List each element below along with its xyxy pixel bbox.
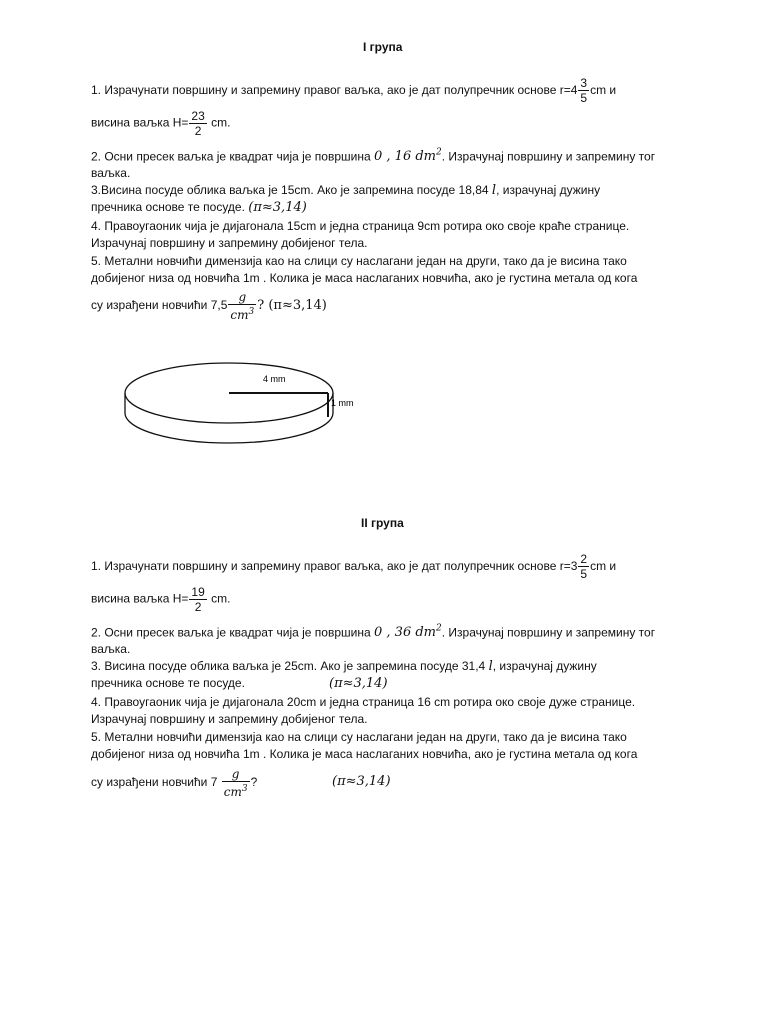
fraction-numerator: 23 <box>191 109 205 123</box>
group2-problem3-text-cont: пречника основе те посуде. <box>91 676 245 690</box>
fraction-denominator: $cm^3$ <box>223 784 248 799</box>
coin-bottom-edge <box>125 393 333 443</box>
group2-problem5-text: су израђени новчићи 7 <box>91 775 218 790</box>
group1-problem3-line1 <box>91 183 600 198</box>
group2-problem5-end: ? <box>250 775 258 790</box>
group1-liter-unit: l <box>491 183 497 198</box>
group1-problem3-line2 <box>91 200 307 215</box>
group1-problem1-line2 <box>91 109 230 138</box>
group1-height-label: висина ваљка H= <box>91 115 189 130</box>
group2-problem3-line2 <box>91 676 245 690</box>
group2-liter-unit: l <box>488 659 493 674</box>
group1-problem2-line2: ваљка. <box>91 166 131 180</box>
fraction-numerator: g <box>222 767 250 782</box>
group1-problem1-text: 1. Израчунати површину и запремину правог ваљка, ако је дат полупречник основе r=4 <box>91 83 578 97</box>
group1-problem5-line1: 5. Метални новчићи димензија као на слици су наслагани један на други, тако да је висина тако <box>91 254 627 268</box>
group1-density-fraction <box>228 290 256 322</box>
coin-radius-label: 4 mm <box>263 374 286 384</box>
group1-problem3-text-cont: пречника основе те посуде. <box>91 200 245 214</box>
group2-problem5-line3 <box>91 767 257 799</box>
group2-problem2-text: 2. Осни пресек ваљка је квадрат чија је површина <box>91 625 371 640</box>
fraction-numerator: g <box>228 290 256 305</box>
fraction-denominator: $cm^3$ <box>230 307 255 322</box>
group1-title: I група <box>363 40 403 54</box>
group1-problem5-text: су израђени новчићи 7,5 <box>91 298 228 313</box>
group1-problem1-unit: cm и <box>590 83 617 97</box>
group2-problem3-text-end: , израчунај дужину <box>492 659 597 673</box>
group1-pi-approx: (π≈3,14) <box>248 200 307 215</box>
group1-problem1-line1 <box>91 73 616 107</box>
group2-problem1-text: 1. Израчунати површину и запремину правог ваљка, ако је дат полупречник основе r=3 <box>91 559 578 573</box>
group2-problem2-text-end: . Израчунај површину и запремину тог <box>441 625 656 640</box>
group2-radius-fraction <box>578 552 589 581</box>
coin-height-label: 1 mm <box>331 398 354 408</box>
group1-problem2-text-end: . Израчунај површину и запремину тог <box>441 149 656 164</box>
fraction-denominator: 2 <box>194 600 202 614</box>
group2-problem4-line2: Израчунај површину и запремину добијеног тела. <box>91 712 368 726</box>
group2-density-fraction <box>222 767 250 799</box>
group1-problem5-line3 <box>91 290 327 322</box>
coin-cylinder-diagram <box>115 355 375 465</box>
fraction-denominator: 5 <box>580 91 588 106</box>
group1-problem3-text-end: , израчунај дужину <box>496 183 601 197</box>
group2-title: II група <box>361 516 404 530</box>
group1-problem5-end: ? (π≈3,14) <box>257 298 327 314</box>
group2-pi-approx: (π≈3,14) <box>329 676 388 691</box>
group1-problem2-text: 2. Осни пресек ваљка је квадрат чија је површина <box>91 149 371 164</box>
group2-problem3-text: 3. Висина посуде облика ваљка је 25cm. Ако је запремина посуде 31,4 <box>91 659 486 673</box>
group1-problem3-text: 3.Висина посуде облика ваљка је 15cm. Ако је запремина посуде 18,84 <box>91 183 489 197</box>
group1-height-unit: cm. <box>207 115 231 130</box>
fraction-denominator: 2 <box>194 124 202 138</box>
fraction-numerator: 2 <box>580 552 588 567</box>
group1-height-fraction <box>189 109 206 138</box>
group2-problem2-line1 <box>91 624 655 640</box>
group2-area-value: 0 , 36 $dm^2$ <box>374 624 442 641</box>
group2-problem1-unit: cm и <box>590 559 617 573</box>
group2-problem4-line1: 4. Правоугаоник чија је дијагонала 20cm и једна страница 16 cm ротира око своје дуже странице. <box>91 695 636 709</box>
group2-problem5-line2: добијеног низа од новчића 1m . Колика је маса наслаганих новчића, ако је густина метала од кога <box>91 747 638 761</box>
group2-height-unit: cm. <box>207 591 231 606</box>
group1-area-value: 0 , 16 $dm^2$ <box>374 148 442 165</box>
fraction-numerator: 19 <box>191 585 205 599</box>
group1-problem2-line1 <box>91 148 655 164</box>
group2-problem1-line1 <box>91 549 616 583</box>
group1-radius-fraction <box>578 76 589 105</box>
group2-problem5-pi: (π≈3,14) <box>332 774 391 789</box>
group2-height-fraction <box>189 585 206 614</box>
group2-problem2-line2: ваљка. <box>91 642 131 656</box>
group2-height-label: висина ваљка H= <box>91 591 189 606</box>
group2-problem1-line2 <box>91 585 230 614</box>
group1-problem4-line1: 4. Правоугаоник чија је дијагонала 15cm и једна страница 9cm ротира око своје краће странице. <box>91 219 630 233</box>
fraction-denominator: 5 <box>580 567 588 582</box>
group2-problem5-line1: 5. Метални новчићи димензија као на слици су наслагани један на други, тако да је висина тако <box>91 730 627 744</box>
group1-problem4-line2: Израчунај површину и запремину добијеног тела. <box>91 236 368 250</box>
group1-problem5-line2: добијеног низа од новчића 1m . Колика је маса наслаганих новчића, ако је густина метала од кога <box>91 271 638 285</box>
fraction-numerator: 3 <box>580 76 588 91</box>
group2-problem3-line1 <box>91 659 597 674</box>
